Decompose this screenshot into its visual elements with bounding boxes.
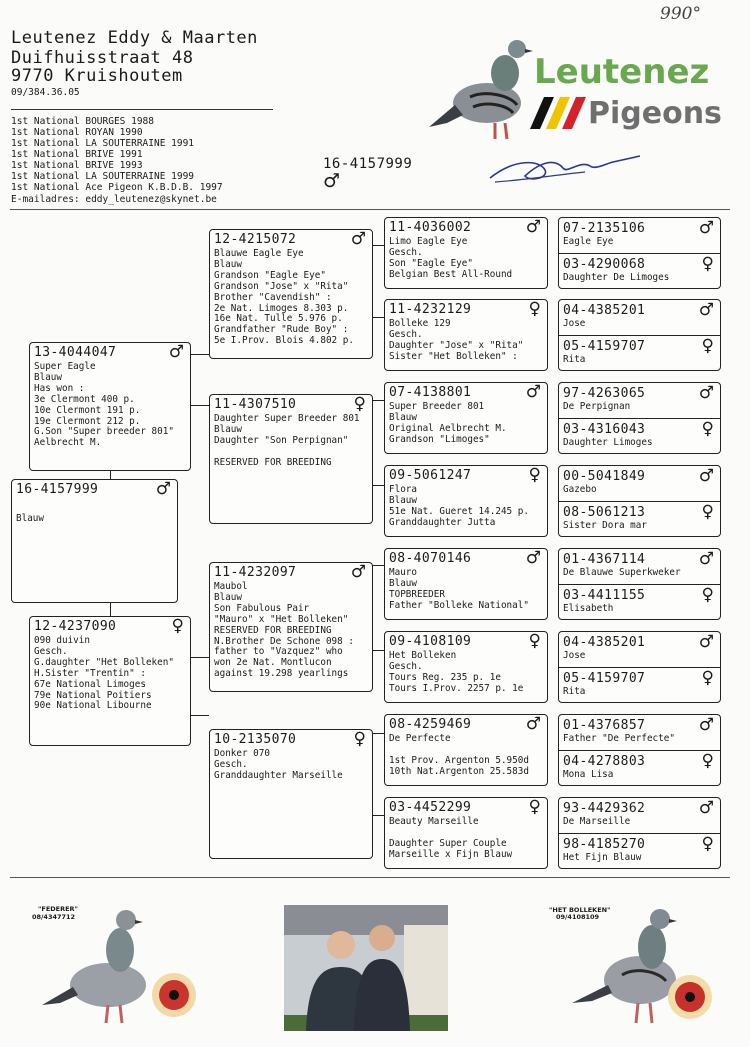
footer-left-name: "FEDERER" (38, 905, 78, 913)
dam-box (29, 616, 191, 746)
details (389, 817, 545, 861)
detail-line: G.Son "Super breeder 801" (34, 426, 174, 438)
gen4-pair-box (558, 548, 721, 620)
male-icon: ♂ (525, 714, 541, 734)
ring-number: 08-4070146 (389, 551, 472, 566)
detail-line: 90e National Libourne (34, 700, 152, 712)
ring-number: 11-4036002 (389, 220, 472, 235)
detail-line: De Marseille (563, 816, 631, 827)
detail-line: 1st Prov. Argenton 5.950d (389, 754, 529, 766)
detail-line: Father "Bolleke National" (389, 599, 529, 611)
ring-number: 12-4215072 (214, 232, 297, 247)
details (214, 749, 370, 782)
ring-number: 07-2135106 (563, 221, 646, 236)
connector (190, 405, 209, 406)
ring-number: 09-4108109 (389, 634, 472, 649)
detail-line: RESERVED FOR BREEDING (214, 456, 332, 468)
detail-line: Mauro (389, 567, 417, 578)
detail-line: Blauw (34, 371, 62, 383)
connector (372, 400, 384, 401)
detail-line: Father "De Perfecte" (563, 733, 675, 744)
achievement-item: 1st National LA SOUTERRAINE 1999 (11, 171, 195, 182)
detail-line: Gesch. (214, 758, 248, 770)
detail-line: 5e I.Prov. Blois 4.802 p. (214, 335, 354, 347)
ring-number: 09-5061247 (389, 468, 472, 483)
female-icon: ♀ (701, 668, 714, 688)
detail-line: Blauw (214, 591, 242, 603)
male-icon: ♂ (525, 217, 541, 237)
detail-line: 16e Nat. Tulle 5.976 p. (214, 313, 343, 325)
great-grandparent-box (384, 797, 548, 869)
detail-line: Tours I.Prov. 2257 p. 1e (389, 682, 524, 694)
connector (110, 470, 111, 479)
grandparent-box (209, 729, 373, 859)
ring-number: 98-4185270 (563, 837, 646, 852)
pedigree-bottom-rule (10, 877, 730, 878)
detail-line: Grandson "Jose" x "Rita" (214, 280, 349, 292)
details (389, 651, 545, 695)
detail-line: Grandson "Limoges" (389, 433, 490, 445)
detail-line: Rita (563, 686, 586, 697)
detail-line: Donker 070 (214, 748, 270, 759)
logo-text-pigeons: Pigeons (588, 96, 722, 131)
detail-line: Het Bolleken (389, 650, 457, 661)
breeders-photo (284, 905, 448, 1031)
connector (190, 354, 209, 355)
gen4-pair-box (558, 465, 721, 537)
female-icon: ♀ (701, 834, 714, 854)
ring-number: 97-4263065 (563, 386, 646, 401)
detail-line: Daughter De Limoges (563, 272, 670, 283)
detail-line: Sister Dora mar (563, 520, 647, 531)
detail-line: Daughter Super Couple (389, 837, 507, 849)
achievement-item: 1st National BOURGES 1988 (11, 116, 154, 127)
logo-text-leutenez: Leutenez (534, 52, 710, 92)
female-icon: ♀ (701, 502, 714, 522)
pigeon-photo-left (38, 905, 198, 1030)
detail-line: N.Brother De Schone 098 : (214, 635, 354, 647)
detail-line: Granddaughter Marseille (214, 769, 343, 781)
connector (372, 815, 384, 816)
achievement-item: 1st National BRIVE 1993 (11, 160, 143, 171)
detail-line: Gesch. (34, 645, 68, 657)
detail-line: Flora (389, 484, 417, 495)
great-grandparent-box (384, 631, 548, 703)
subject-ring: 16-4157999 (16, 482, 99, 497)
male-icon: ♂ (698, 466, 714, 486)
male-icon: ♂ (698, 632, 714, 652)
grandparent-box (209, 394, 373, 524)
female-icon: ♀ (353, 394, 366, 414)
detail-line: 2e Nat. Limoges 8.303 p. (214, 302, 349, 314)
male-icon: ♂ (323, 170, 341, 192)
detail-line: G.daughter "Het Bolleken" (34, 656, 174, 668)
breeder-city: 9770 Kruishoutem (11, 66, 183, 86)
detail-line: Gazebo (563, 484, 597, 495)
footer-right-ring: 09/4108109 (556, 913, 600, 921)
achievement-item: 1st National Ace Pigeon K.B.D.B. 1997 (11, 182, 223, 193)
male-icon: ♂ (350, 229, 366, 249)
ring-number: 03-4316043 (563, 422, 646, 437)
great-grandparent-box (384, 465, 548, 537)
female-icon: ♀ (528, 465, 541, 485)
male-icon: ♂ (698, 798, 714, 818)
male-icon: ♂ (698, 300, 714, 320)
details (389, 568, 545, 612)
detail-line: Blauw (214, 258, 242, 270)
detail-line: Grandson "Eagle Eye" (214, 269, 326, 281)
connector (372, 565, 384, 566)
male-icon: ♂ (698, 218, 714, 238)
gen4-pair-box (558, 797, 721, 869)
detail-line: De Perpignan (563, 401, 631, 412)
detail-line: Gesch. (389, 328, 423, 340)
connector (372, 733, 384, 734)
signature (485, 150, 645, 190)
female-icon: ♀ (701, 751, 714, 771)
detail-line: Gesch. (389, 660, 423, 672)
flag-stripes-icon (528, 95, 588, 131)
detail-line: Elisabeth (563, 603, 614, 614)
detail-line: Limo Eagle Eye (389, 236, 468, 247)
email: E-mailadres: eddy_leutenez@skynet.be (11, 194, 217, 205)
handwritten-number: 990° (660, 4, 701, 24)
details (389, 319, 545, 363)
ring-number: 10-2135070 (214, 732, 297, 747)
great-grandparent-box (384, 217, 548, 289)
detail-line: H.Sister "Trentin" : (34, 667, 146, 679)
achievement-item: 1st National LA SOUTERRAINE 1991 (11, 138, 195, 149)
detail-line: 10e Clermont 191 p. (34, 404, 141, 416)
ring-number: 08-5061213 (563, 505, 646, 520)
male-icon: ♂ (525, 382, 541, 402)
detail-line: Daughter "Son Perpignan" (214, 434, 349, 446)
female-icon: ♀ (701, 419, 714, 439)
subject-details (16, 514, 175, 525)
detail-line: Brother "Cavendish" : (214, 291, 332, 303)
male-icon: ♂ (698, 715, 714, 735)
detail-line: RESERVED FOR BREEDING (214, 624, 332, 636)
header-ring: 16-4157999 (323, 156, 413, 172)
details (389, 734, 545, 778)
detail-line: De Perfecte (389, 733, 451, 744)
detail-line: De Blauwe Superkweker (563, 567, 681, 578)
details (389, 402, 545, 446)
detail-line: Blauw (16, 513, 44, 524)
connector (110, 602, 111, 616)
detail-line: Blauw (389, 494, 417, 506)
detail-line: Daughter Limoges (563, 437, 653, 448)
detail-line: Blauwe Eagle Eye (214, 248, 304, 259)
detail-line: Blauw (389, 411, 417, 423)
female-icon: ♀ (528, 299, 541, 319)
great-grandparent-box (384, 382, 548, 454)
female-icon: ♀ (701, 254, 714, 274)
detail-line: 67e National Limoges (34, 678, 146, 690)
connector (190, 715, 209, 716)
ring-number: 93-4429362 (563, 801, 646, 816)
achievements (11, 116, 223, 193)
gen4-pair-box (558, 217, 721, 289)
ring-number: 11-4307510 (214, 397, 297, 412)
great-grandparent-box (384, 548, 548, 620)
detail-line: Grandfather "Rude Boy" : (214, 324, 349, 336)
details (214, 414, 370, 469)
breeder-name: Leutenez Eddy & Maarten (11, 28, 258, 48)
detail-line: Son "Eagle Eye" (389, 257, 473, 269)
detail-line: Beauty Marseille (389, 816, 479, 827)
ring-number: 05-4159707 (563, 671, 646, 686)
pedigree-top-rule (10, 209, 730, 210)
detail-line: Aelbrecht M. (34, 437, 102, 449)
detail-line: Maubol (214, 581, 248, 592)
male-icon: ♂ (525, 548, 541, 568)
male-icon: ♂ (698, 383, 714, 403)
pigeon-photo-right (560, 905, 725, 1030)
breeder-street: Duifhuisstraat 48 (11, 48, 194, 68)
ring-number: 07-4138801 (389, 385, 472, 400)
female-icon: ♀ (701, 336, 714, 356)
female-icon: ♀ (528, 797, 541, 817)
detail-line: Jose (563, 650, 586, 661)
pigeon-logo-icon (425, 35, 535, 145)
detail-line: Gesch. (389, 246, 423, 258)
connector (372, 485, 384, 486)
gen4-pair-box (558, 631, 721, 703)
detail-line: Belgian Best All-Round (389, 268, 513, 280)
detail-line: against 19.298 yearlings (214, 668, 349, 680)
detail-line: Daughter Super Breeder 801 (214, 413, 360, 424)
great-grandparent-box (384, 299, 548, 371)
female-icon: ♀ (171, 616, 184, 636)
ring-number: 11-4232129 (389, 302, 472, 317)
detail-line: 51e Nat. Gueret 14.245 p. (389, 505, 529, 517)
detail-line: Bolleke 129 (389, 318, 451, 329)
details (389, 485, 545, 529)
female-icon: ♀ (701, 585, 714, 605)
detail-line: Blauw (389, 577, 417, 589)
detail-line: Het Fijn Blauw (563, 852, 642, 863)
detail-line: Tours Reg. 235 p. 1e (389, 671, 501, 683)
detail-line: Granddaughter Jutta (389, 516, 496, 528)
connector (190, 657, 209, 658)
ring-number: 04-4385201 (563, 635, 646, 650)
great-grandparent-box (384, 714, 548, 786)
details (214, 582, 370, 680)
connector (372, 650, 384, 651)
female-icon: ♀ (528, 631, 541, 651)
ring-number: 03-4452299 (389, 800, 472, 815)
footer-right-name: "HET BOLLEKEN" (549, 906, 611, 914)
dam-ring: 12-4237090 (34, 619, 117, 634)
male-icon: ♂ (698, 549, 714, 569)
breeder-phone: 09/384.36.05 (11, 87, 80, 98)
ring-number: 04-4278803 (563, 754, 646, 769)
ring-number: 05-4159707 (563, 339, 646, 354)
detail-line: Has won : (34, 382, 85, 394)
detail-line: Super Breeder 801 (389, 401, 485, 412)
ring-number: 01-4367114 (563, 552, 646, 567)
detail-line: Rita (563, 354, 586, 365)
ring-number: 03-4411155 (563, 588, 646, 603)
detail-line: 10th Nat.Argenton 25.583d (389, 765, 529, 777)
female-icon: ♀ (353, 729, 366, 749)
sire-ring: 13-4044047 (34, 345, 117, 360)
male-icon: ♂ (168, 342, 184, 362)
details (214, 249, 370, 347)
ring-number: 01-4376857 (563, 718, 646, 733)
details (389, 237, 545, 281)
detail-line: 79e National Poitiers (34, 689, 152, 701)
achievement-item: 1st National BRIVE 1991 (11, 149, 143, 160)
achievement-item: 1st National ROYAN 1990 (11, 127, 143, 138)
detail-line: Marseille x Fijn Blauw (389, 848, 513, 860)
detail-line: Jose (563, 318, 586, 329)
gen4-pair-box (558, 714, 721, 786)
detail-line: Super Eagle (34, 361, 96, 372)
gen4-pair-box (558, 299, 721, 371)
connector (372, 317, 384, 318)
ring-number: 04-4385201 (563, 303, 646, 318)
dam-details (34, 636, 188, 712)
detail-line: won 2e Nat. Montlucon (214, 657, 332, 669)
footer-left-ring: 08/4347712 (32, 913, 76, 921)
ring-number: 03-4290068 (563, 257, 646, 272)
detail-line: "Mauro" x "Het Bolleken" (214, 613, 349, 625)
ring-number: 11-4232097 (214, 565, 297, 580)
detail-line: 090 duivin (34, 635, 90, 646)
detail-line: Mona Lisa (563, 769, 614, 780)
grandparent-box (209, 229, 373, 359)
subject-box (11, 479, 178, 603)
sire-details (34, 362, 188, 449)
detail-line: Sister "Het Bolleken" : (389, 350, 518, 362)
male-icon: ♂ (155, 479, 171, 499)
detail-line: Blauw (214, 423, 242, 435)
connector (372, 245, 384, 246)
detail-line: Eagle Eye (563, 236, 614, 247)
sire-box (29, 342, 191, 471)
ring-number: 08-4259469 (389, 717, 472, 732)
detail-line: 19e Clermont 212 p. (34, 415, 141, 427)
detail-line: Original Aelbrecht M. (389, 422, 507, 434)
detail-line: father to "Vazquez" who (214, 646, 343, 658)
detail-line: Son Fabulous Pair (214, 602, 310, 614)
detail-line: Daughter "Jose" x "Rita" (389, 339, 524, 351)
ring-number: 00-5041849 (563, 469, 646, 484)
detail-line: 3e Clermont 400 p. (34, 393, 135, 405)
grandparent-box (209, 562, 373, 692)
gen4-pair-box (558, 382, 721, 454)
header-divider (11, 109, 273, 110)
detail-line: TOPBREEDER (389, 588, 445, 600)
male-icon: ♂ (350, 562, 366, 582)
